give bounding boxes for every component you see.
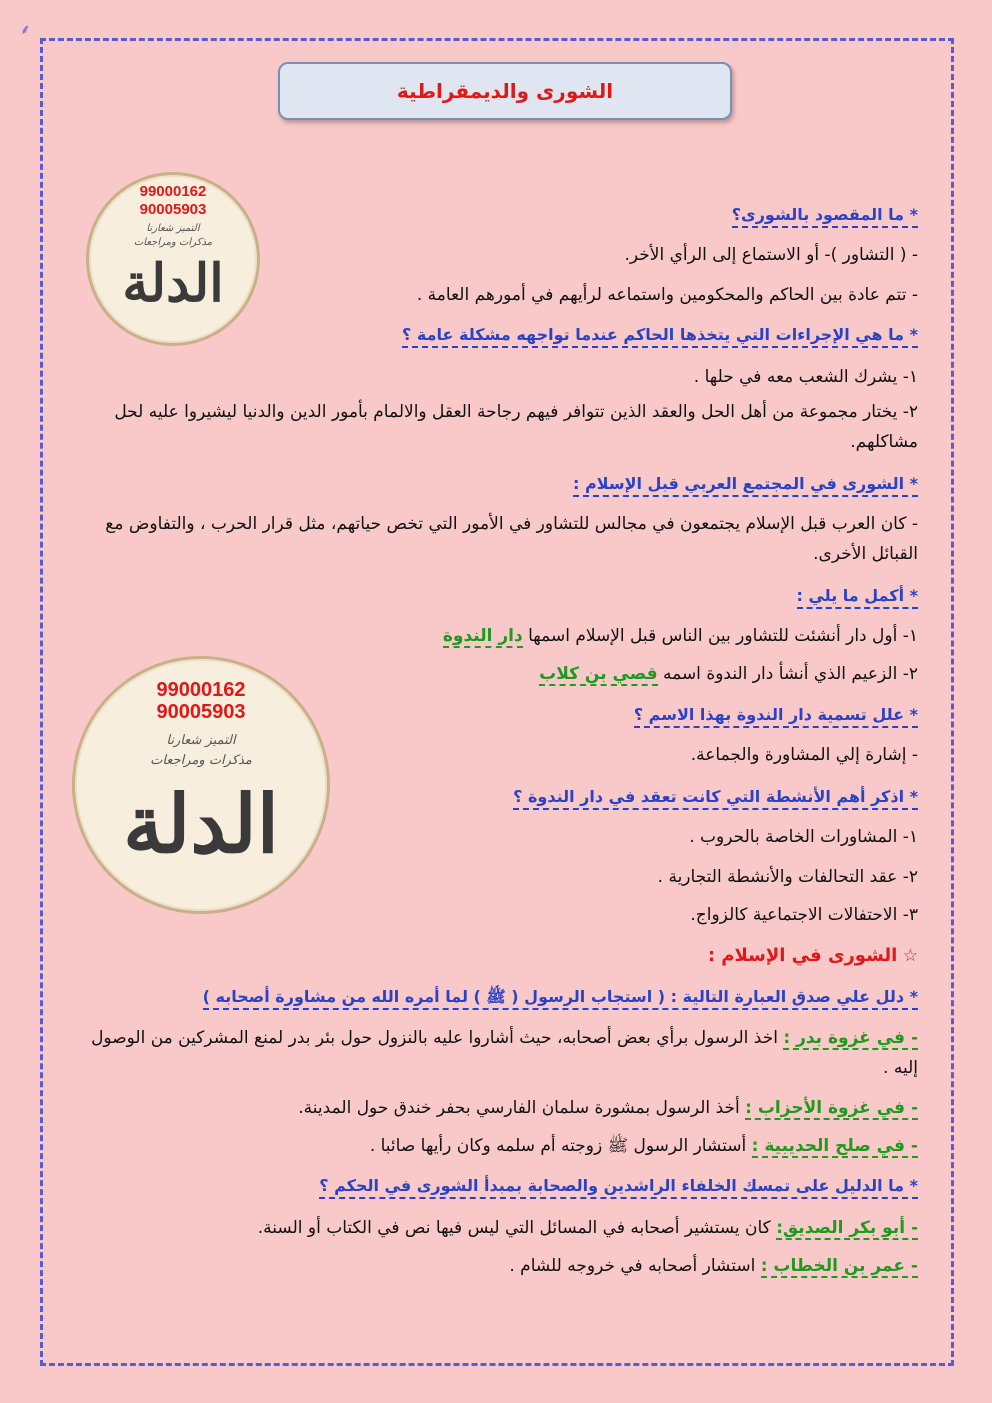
logo-badge-middle <box>72 656 330 914</box>
answer-line: - إشارة إلي المشاورة والجماعة. <box>690 745 918 765</box>
logo-phone-2: 90005903 <box>139 201 207 218</box>
answer-qusay: قصي بن كلاب <box>539 664 658 684</box>
logo-tagline-2: مذكرات ومراجعات <box>133 237 213 248</box>
answer-paragraph: ٢- يختار مجموعة من أهل الحل والعقد الذين تتوافر فيهم رجاحة العقل والالمام بأمور الدين والدنيا ليشيروا عليه لحل مشاكلهم. <box>114 402 918 452</box>
logo-phone-2: 90005903 <box>156 701 246 723</box>
logo-name: الدلة <box>123 777 279 871</box>
question-activities: * اذكر أهم الأنشطة التي كانت تعقد في دار الندوة ؟ <box>513 787 918 807</box>
question-prove-statement: * دلل علي صدق العبارة التالية : ( استجاب الرسول ( ﷺ ) لما أمره الله من مشاورة أصحابه ) <box>203 987 918 1007</box>
answer-line-umar: - عمر بن الخطاب : استشار أصحابه في خروجه للشام . <box>509 1256 918 1276</box>
corner-ornament-icon: ⸙ <box>20 22 31 38</box>
answer-line-abubakr: - أبو بكر الصديق: كان يستشير أصحابه في المسائل التي ليس فيها نص في الكتاب أو السنة. <box>257 1218 918 1238</box>
answer-line: ١- يشرك الشعب معه في حلها . <box>693 367 918 387</box>
logo-badge-top <box>86 172 260 346</box>
answer-line: - ( التشاور )- أو الاستماع إلى الرأي الأخر. <box>624 245 918 265</box>
heading-shura-in-islam: ☆ الشورى في الإسلام : <box>707 945 918 966</box>
answer-dar-alnadwa: دار الندوة <box>442 626 523 646</box>
answer-paragraph: - كان العرب قبل الإسلام يجتمعون في مجالس للتشاور في الأمور التي تخص حياتهم، مثل قرار الحرب ، والتفاوض مع القبائل الأخرى. <box>105 514 918 564</box>
logo-name: الدلة <box>122 253 224 314</box>
star-icon: ☆ <box>902 946 918 966</box>
answer-line: ١- المشاورات الخاصة بالحروب . <box>689 827 918 847</box>
fill-in-line: ٢- الزعيم الذي أنشأ دار الندوة اسمه قصي بن كلاب <box>539 664 918 684</box>
answer-paragraph-badr: - في غزوة بدر : اخذ الرسول برأي بعض أصحابه، حيث أشاروا عليه بالنزول حول بئر بدر لمنع المشركين من الوصول إليه . <box>91 1028 918 1078</box>
answer-line: ٢- عقد التحالفات والأنشطة التجارية . <box>657 867 918 887</box>
page-title-box <box>278 62 732 120</box>
answer-line: - تتم عادة بين الحاكم والمحكومين واستماعه لرأيهم في أمورهم العامة . <box>416 285 918 305</box>
question-naming-reason: * علل تسمية دار الندوة بهذا الاسم ؟ <box>634 705 918 725</box>
answer-line-ahzab: - في غزوة الأحزاب : أخذ الرسول بمشورة سلمان الفارسي بحفر خندق حول المدينة. <box>298 1098 918 1118</box>
question-caliphs-evidence: * ما الدليل على تمسك الخلفاء الراشدين والصحابة بمبدأ الشورى في الحكم ؟ <box>319 1176 918 1196</box>
answer-line-hudaybiyah: - في صلح الحديبية : أستشار الرسول ﷺ زوجته أم سلمه وكان رأيها صائبا . <box>369 1136 918 1156</box>
question-complete: * أكمل ما يلي : <box>797 586 918 606</box>
logo-tagline-1: التميز شعارنا <box>166 733 236 748</box>
logo-tagline-2: مذكرات ومراجعات <box>150 753 252 768</box>
question-pre-islam-shura: * الشورى في المجتمع العربي قبل الإسلام : <box>573 474 918 494</box>
fill-in-line: ١- أول دار أنشئت للتشاور بين الناس قبل الإسلام اسمها دار الندوة <box>442 626 918 646</box>
answer-line: ٣- الاحتفالات الاجتماعية كالزواج. <box>690 905 918 925</box>
logo-tagline-1: التميز شعارنا <box>146 223 200 234</box>
question-shura-meaning: * ما المقصود بالشورى؟ <box>732 205 918 225</box>
logo-phone-1: 99000162 <box>139 183 207 200</box>
logo-phone-1: 99000162 <box>156 679 246 701</box>
page-title: الشورى والديمقراطية <box>396 79 614 103</box>
question-ruler-procedures: * ما هي الإجراءات التي يتخذها الحاكم عندما تواجهه مشكلة عامة ؟ <box>402 325 918 345</box>
